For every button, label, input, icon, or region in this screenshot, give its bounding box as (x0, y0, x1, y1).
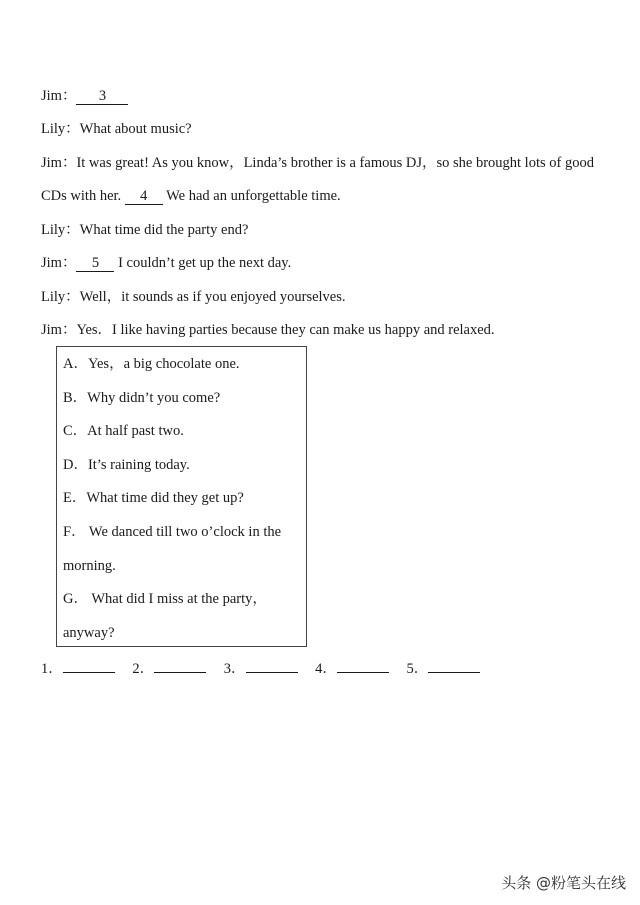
dialogue-line-6 (41, 254, 291, 272)
speaker: Lily： (41, 222, 80, 238)
answer-item-3 (224, 658, 298, 678)
option-b: B．Why didn’t you come? (63, 390, 221, 406)
option-c: C．At half past two. (63, 423, 184, 439)
answer-field-1[interactable] (63, 658, 115, 673)
dialogue-line-4 (41, 187, 341, 205)
options-box (56, 346, 307, 647)
answer-blank-3[interactable]: 3 (76, 89, 128, 105)
option-g-continued: anyway? (63, 625, 115, 641)
answer-number: 3． (223, 661, 246, 677)
speaker: Jim： (41, 88, 77, 104)
dialogue-line-2 (41, 120, 192, 138)
speaker: Lily： (41, 289, 80, 305)
option-e: E．What time did they get up? (63, 490, 244, 506)
speaker: Jim： (41, 255, 77, 271)
dialogue-line-7 (41, 288, 346, 306)
answer-blank-4[interactable]: 4 (125, 189, 163, 205)
dialogue-text: I couldn’t get up the next day. (114, 255, 292, 271)
speaker: Lily： (41, 121, 80, 137)
answer-field-5[interactable] (428, 658, 480, 673)
speaker: Jim： (41, 155, 77, 171)
dialogue-text: Well，it sounds as if you enjoyed yourselves. (79, 289, 346, 305)
option-a: A．Yes，a big chocolate one. (63, 356, 240, 372)
dialogue-line-1 (41, 87, 128, 105)
answer-row (41, 658, 494, 678)
dialogue-text: We had an unforgettable time. (162, 188, 341, 204)
dialogue-text: It was great! As you know，Linda’s brother is a famous DJ，so she brought lots of good (76, 155, 594, 171)
dialogue-text: CDs with her. (41, 188, 125, 204)
answer-number: 2． (132, 661, 155, 677)
answer-blank-5[interactable]: 5 (76, 256, 114, 272)
answer-item-2 (132, 658, 206, 678)
answer-item-5 (407, 658, 481, 678)
answer-field-2[interactable] (154, 658, 206, 673)
answer-field-4[interactable] (337, 658, 389, 673)
option-g: G． What did I miss at the party， (63, 591, 267, 607)
speaker: Jim： (41, 322, 77, 338)
dialogue-text: What about music? (79, 121, 192, 137)
answer-number: 1． (41, 661, 63, 677)
dialogue-text: What time did the party end? (79, 222, 249, 238)
dialogue-line-8 (41, 321, 495, 339)
watermark: 头条 @粉笔头在线 (501, 874, 626, 892)
option-f-continued: morning. (63, 558, 116, 574)
dialogue-text: Yes．I like having parties because they can make us happy and relaxed. (76, 322, 495, 338)
dialogue-line-3 (41, 154, 594, 172)
dialogue-line-5 (41, 221, 248, 239)
answer-item-4 (315, 658, 389, 678)
answer-number: 4． (315, 661, 337, 677)
option-d: D．It’s raining today. (63, 457, 190, 473)
option-f: F． We danced till two o’clock in the (63, 524, 282, 540)
answer-field-3[interactable] (246, 658, 298, 673)
answer-item-1 (41, 658, 115, 678)
answer-number: 5． (406, 661, 429, 677)
